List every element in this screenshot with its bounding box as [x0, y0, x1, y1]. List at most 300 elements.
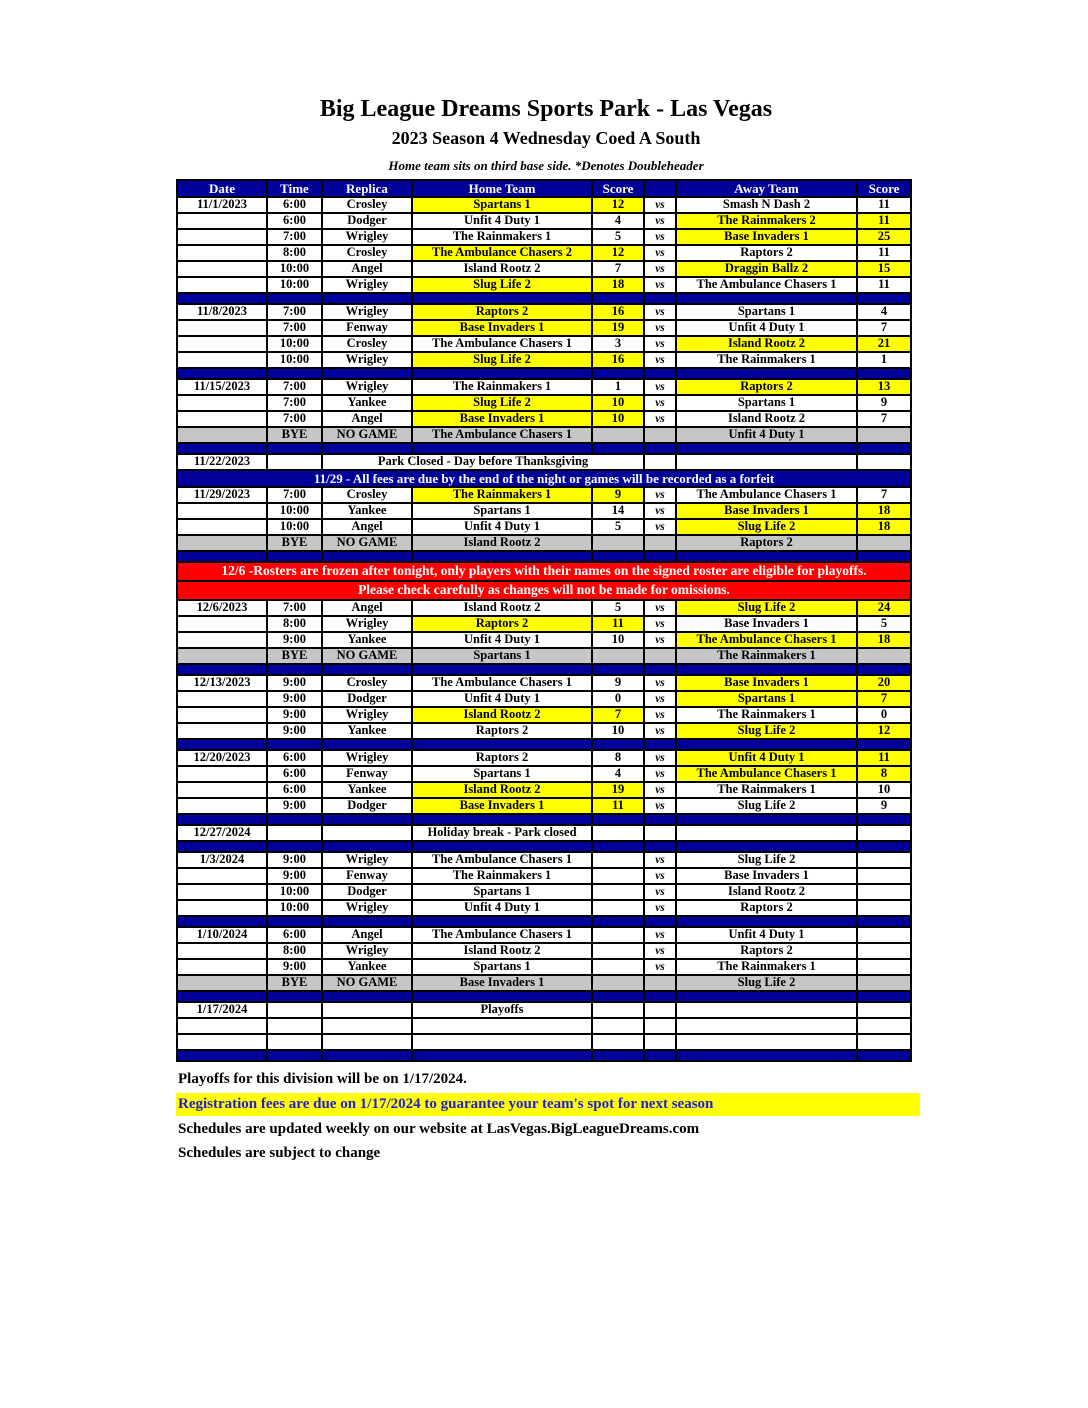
separator-cell [857, 293, 911, 304]
separator-cell [644, 739, 676, 750]
vs-label: vs [644, 352, 676, 368]
vs-label: vs [644, 213, 676, 229]
away-score-cell: 5 [857, 616, 911, 632]
separator-cell [592, 814, 644, 825]
vs-cell [644, 975, 676, 991]
home-score-cell: 0 [592, 691, 644, 707]
away-score-cell: 20 [857, 675, 911, 691]
time-cell [267, 454, 322, 470]
separator-cell [322, 814, 412, 825]
no-game-label: NO GAME [322, 648, 412, 664]
home-team-cell: Spartans 1 [412, 959, 592, 975]
home-score-cell [592, 927, 644, 943]
home-team-cell: The Rainmakers 1 [412, 868, 592, 884]
home-score-cell: 5 [592, 229, 644, 245]
home-score-cell: 16 [592, 352, 644, 368]
away-team-cell [676, 825, 857, 841]
game-row [177, 632, 911, 648]
separator-row [177, 443, 911, 454]
separator-cell [592, 664, 644, 675]
away-team-cell: Slug Life 2 [676, 723, 857, 739]
separator-row [177, 293, 911, 304]
home-team-cell: The Rainmakers 1 [412, 379, 592, 395]
game-row [177, 379, 911, 395]
vs-label: vs [644, 616, 676, 632]
table-header-row [177, 180, 911, 197]
away-score-cell: 12 [857, 723, 911, 739]
separator-cell [322, 739, 412, 750]
date-cell [177, 798, 267, 814]
footer-notes [176, 1069, 920, 1164]
empty-cell [592, 1018, 644, 1034]
vs-label: vs [644, 632, 676, 648]
time-cell: 9:00 [267, 675, 322, 691]
vs-label: vs [644, 320, 676, 336]
separator-cell [322, 293, 412, 304]
game-row [177, 798, 911, 814]
date-cell: 12/13/2023 [177, 675, 267, 691]
home-team-cell: The Ambulance Chasers 1 [412, 675, 592, 691]
separator-row [177, 991, 911, 1002]
time-cell: 7:00 [267, 320, 322, 336]
separator-cell [592, 739, 644, 750]
separator-cell [857, 1050, 911, 1061]
date-cell [177, 395, 267, 411]
event-row [177, 1002, 911, 1018]
time-cell: 9:00 [267, 632, 322, 648]
home-score-cell [592, 427, 644, 443]
game-row [177, 852, 911, 868]
date-cell [177, 519, 267, 535]
game-row [177, 245, 911, 261]
separator-cell [412, 814, 592, 825]
separator-cell [592, 1050, 644, 1061]
time-cell: 9:00 [267, 707, 322, 723]
bye-row [177, 535, 911, 551]
replica-cell: Yankee [322, 395, 412, 411]
home-score-cell: 10 [592, 395, 644, 411]
vs-label: vs [644, 900, 676, 916]
replica-cell: Dodger [322, 884, 412, 900]
empty-cell [644, 1034, 676, 1050]
home-team-cell: Spartans 1 [412, 766, 592, 782]
bye-row [177, 648, 911, 664]
separator-cell [267, 814, 322, 825]
separator-cell [676, 1050, 857, 1061]
bye-row [177, 427, 911, 443]
separator-cell [857, 443, 911, 454]
separator-cell [267, 293, 322, 304]
date-cell [177, 723, 267, 739]
date-cell: 1/17/2024 [177, 1002, 267, 1018]
replica-cell: Angel [322, 600, 412, 616]
game-row [177, 723, 911, 739]
separator-cell [644, 551, 676, 562]
vs-label: vs [644, 229, 676, 245]
header-away-team: Away Team [676, 180, 857, 197]
home-score-cell: 5 [592, 519, 644, 535]
vs-label: vs [644, 868, 676, 884]
home-score-cell: 4 [592, 766, 644, 782]
separator-cell [592, 916, 644, 927]
red-notice-text: Please check carefully as changes will not be made for omissions. [177, 581, 911, 600]
bye-label: BYE [267, 648, 322, 664]
home-score-cell: 8 [592, 750, 644, 766]
time-cell: 10:00 [267, 519, 322, 535]
time-cell: 8:00 [267, 616, 322, 632]
away-team-cell: Slug Life 2 [676, 798, 857, 814]
header-home-score: Score [592, 180, 644, 197]
away-score-cell [857, 535, 911, 551]
away-score-cell [857, 427, 911, 443]
separator-cell [644, 1050, 676, 1061]
separator-row [177, 841, 911, 852]
event-text-cell: Park Closed - Day before Thanksgiving [322, 454, 644, 470]
game-row [177, 519, 911, 535]
home-score-cell: 7 [592, 261, 644, 277]
replica-cell: Wrigley [322, 379, 412, 395]
time-cell [267, 1002, 322, 1018]
replica-cell: Yankee [322, 632, 412, 648]
away-score-cell: 15 [857, 261, 911, 277]
away-team-cell: Base Invaders 1 [676, 503, 857, 519]
home-score-cell: 9 [592, 487, 644, 503]
home-team-cell: Spartans 1 [412, 503, 592, 519]
notice-text: 11/29 - All fees are due by the end of the night or games will be recorded as a forfeit [177, 470, 911, 487]
separator-cell [676, 443, 857, 454]
replica-cell: Crosley [322, 675, 412, 691]
away-team-cell: Island Rootz 2 [676, 336, 857, 352]
home-team-cell: The Ambulance Chasers 1 [412, 927, 592, 943]
away-score-cell [857, 454, 911, 470]
replica-cell: Wrigley [322, 304, 412, 320]
away-score-cell: 11 [857, 245, 911, 261]
vs-label: vs [644, 277, 676, 293]
date-cell [177, 320, 267, 336]
home-score-cell: 10 [592, 632, 644, 648]
away-team-cell: Unfit 4 Duty 1 [676, 427, 857, 443]
away-team-cell: Spartans 1 [676, 395, 857, 411]
empty-row [177, 1034, 911, 1050]
date-cell: 11/15/2023 [177, 379, 267, 395]
away-team-cell: Unfit 4 Duty 1 [676, 750, 857, 766]
home-score-cell [592, 884, 644, 900]
home-score-cell [592, 868, 644, 884]
away-score-cell: 4 [857, 304, 911, 320]
replica-cell: Wrigley [322, 277, 412, 293]
home-team-cell: Slug Life 2 [412, 277, 592, 293]
date-cell [177, 229, 267, 245]
away-team-cell: The Rainmakers 2 [676, 213, 857, 229]
time-cell: 7:00 [267, 395, 322, 411]
vs-label: vs [644, 707, 676, 723]
empty-cell [267, 1018, 322, 1034]
time-cell: 10:00 [267, 352, 322, 368]
home-score-cell: 12 [592, 245, 644, 261]
time-cell: 10:00 [267, 900, 322, 916]
game-row [177, 395, 911, 411]
time-cell: 6:00 [267, 782, 322, 798]
date-cell: 12/27/2024 [177, 825, 267, 841]
separator-cell [857, 551, 911, 562]
date-cell [177, 352, 267, 368]
separator-cell [412, 841, 592, 852]
vs-cell [644, 454, 676, 470]
date-cell: 11/1/2023 [177, 197, 267, 213]
away-team-cell: The Rainmakers 1 [676, 352, 857, 368]
home-score-cell [592, 825, 644, 841]
vs-label: vs [644, 766, 676, 782]
time-cell: 10:00 [267, 261, 322, 277]
date-cell [177, 261, 267, 277]
game-row [177, 959, 911, 975]
home-score-cell [592, 852, 644, 868]
away-team-cell: Raptors 2 [676, 379, 857, 395]
home-score-cell: 11 [592, 616, 644, 632]
away-score-cell: 18 [857, 519, 911, 535]
game-row [177, 943, 911, 959]
home-score-cell [592, 943, 644, 959]
home-team-cell: The Rainmakers 1 [412, 229, 592, 245]
time-cell: 9:00 [267, 852, 322, 868]
replica-cell: Fenway [322, 320, 412, 336]
date-cell [177, 535, 267, 551]
separator-cell [177, 991, 267, 1002]
away-score-cell: 10 [857, 782, 911, 798]
away-score-cell: 9 [857, 798, 911, 814]
separator-cell [592, 551, 644, 562]
game-row [177, 352, 911, 368]
page-note: Home team sits on third base side. *Denotes Doubleheader [388, 158, 704, 173]
game-row [177, 304, 911, 320]
separator-cell [857, 916, 911, 927]
separator-cell [322, 841, 412, 852]
date-cell: 11/22/2023 [177, 454, 267, 470]
separator-cell [644, 916, 676, 927]
vs-label: vs [644, 782, 676, 798]
time-cell: 10:00 [267, 503, 322, 519]
footer-playoffs-note: Playoffs for this division will be on 1/17/2024. [178, 1071, 467, 1087]
home-score-cell: 7 [592, 707, 644, 723]
time-cell: 7:00 [267, 229, 322, 245]
replica-cell: Fenway [322, 868, 412, 884]
time-cell: 6:00 [267, 213, 322, 229]
away-team-cell: Slug Life 2 [676, 852, 857, 868]
separator-cell [676, 368, 857, 379]
replica-cell: Crosley [322, 487, 412, 503]
away-score-cell [857, 868, 911, 884]
separator-cell [322, 368, 412, 379]
home-score-cell: 19 [592, 782, 644, 798]
event-text-cell: Playoffs [412, 1002, 592, 1018]
time-cell: 10:00 [267, 277, 322, 293]
separator-row [177, 916, 911, 927]
replica-cell: Wrigley [322, 229, 412, 245]
away-team-cell: Base Invaders 1 [676, 229, 857, 245]
separator-cell [857, 368, 911, 379]
separator-row [177, 664, 911, 675]
separator-cell [177, 368, 267, 379]
away-team-cell: Spartans 1 [676, 691, 857, 707]
separator-row [177, 814, 911, 825]
replica-cell: Crosley [322, 197, 412, 213]
empty-cell [644, 1018, 676, 1034]
game-row [177, 675, 911, 691]
game-row [177, 261, 911, 277]
away-score-cell: 13 [857, 379, 911, 395]
home-team-cell: Island Rootz 2 [412, 707, 592, 723]
replica-cell: Dodger [322, 213, 412, 229]
replica-cell: Wrigley [322, 852, 412, 868]
separator-cell [676, 916, 857, 927]
away-score-cell: 18 [857, 632, 911, 648]
vs-label: vs [644, 675, 676, 691]
replica-cell: Angel [322, 927, 412, 943]
home-score-cell: 10 [592, 723, 644, 739]
vs-label: vs [644, 852, 676, 868]
separator-cell [857, 739, 911, 750]
no-game-label: NO GAME [322, 427, 412, 443]
away-team-cell: Base Invaders 1 [676, 616, 857, 632]
away-score-cell [857, 975, 911, 991]
home-score-cell: 1 [592, 379, 644, 395]
vs-label: vs [644, 927, 676, 943]
vs-label: vs [644, 884, 676, 900]
date-cell [177, 975, 267, 991]
vs-label: vs [644, 723, 676, 739]
vs-label: vs [644, 959, 676, 975]
separator-cell [267, 841, 322, 852]
vs-label: vs [644, 304, 676, 320]
separator-cell [412, 916, 592, 927]
time-cell: 9:00 [267, 868, 322, 884]
no-game-label: NO GAME [322, 975, 412, 991]
away-score-cell: 21 [857, 336, 911, 352]
replica-cell: Yankee [322, 782, 412, 798]
empty-cell [412, 1018, 592, 1034]
away-score-cell: 11 [857, 750, 911, 766]
header-time: Time [267, 180, 322, 197]
home-score-cell: 14 [592, 503, 644, 519]
time-cell: 7:00 [267, 411, 322, 427]
separator-cell [177, 916, 267, 927]
away-team-cell: Island Rootz 2 [676, 884, 857, 900]
replica-cell: Yankee [322, 959, 412, 975]
vs-label: vs [644, 336, 676, 352]
date-cell [177, 213, 267, 229]
away-score-cell: 11 [857, 277, 911, 293]
separator-cell [412, 443, 592, 454]
empty-row [177, 1018, 911, 1034]
date-cell [177, 900, 267, 916]
home-team-cell: Base Invaders 1 [412, 975, 592, 991]
away-team-cell: Unfit 4 Duty 1 [676, 927, 857, 943]
home-score-cell [592, 975, 644, 991]
away-team-cell: The Ambulance Chasers 1 [676, 632, 857, 648]
away-team-cell: Island Rootz 2 [676, 411, 857, 427]
vs-cell [644, 1002, 676, 1018]
home-team-cell: Raptors 2 [412, 723, 592, 739]
game-row [177, 900, 911, 916]
separator-cell [177, 814, 267, 825]
separator-cell [267, 991, 322, 1002]
replica-cell: Angel [322, 519, 412, 535]
time-cell: 6:00 [267, 750, 322, 766]
home-score-cell: 4 [592, 213, 644, 229]
game-row [177, 503, 911, 519]
separator-cell [412, 991, 592, 1002]
game-row [177, 487, 911, 503]
bye-label: BYE [267, 427, 322, 443]
replica-cell: Angel [322, 261, 412, 277]
replica-cell: Wrigley [322, 707, 412, 723]
vs-label: vs [644, 750, 676, 766]
home-team-cell: Base Invaders 1 [412, 798, 592, 814]
separator-cell [644, 841, 676, 852]
event-text-cell: Holiday break - Park closed [412, 825, 592, 841]
game-row [177, 213, 911, 229]
away-team-cell: Slug Life 2 [676, 975, 857, 991]
home-team-cell: Raptors 2 [412, 304, 592, 320]
away-team-cell: Raptors 2 [676, 245, 857, 261]
empty-cell [676, 1034, 857, 1050]
date-cell [177, 411, 267, 427]
header-away-score: Score [857, 180, 911, 197]
away-score-cell: 7 [857, 487, 911, 503]
time-cell: 10:00 [267, 884, 322, 900]
separator-cell [592, 841, 644, 852]
header-date: Date [177, 180, 267, 197]
date-cell [177, 616, 267, 632]
header-home-team: Home Team [412, 180, 592, 197]
separator-cell [676, 293, 857, 304]
home-team-cell: Island Rootz 2 [412, 600, 592, 616]
game-row [177, 229, 911, 245]
red-notice-row [177, 562, 911, 581]
time-cell: 9:00 [267, 723, 322, 739]
home-team-cell: The Ambulance Chasers 2 [412, 245, 592, 261]
vs-cell [644, 648, 676, 664]
empty-cell [322, 1034, 412, 1050]
home-team-cell: Spartans 1 [412, 648, 592, 664]
time-cell: 8:00 [267, 943, 322, 959]
separator-cell [267, 664, 322, 675]
date-cell [177, 868, 267, 884]
away-team-cell: The Rainmakers 1 [676, 959, 857, 975]
home-score-cell: 19 [592, 320, 644, 336]
home-team-cell: The Ambulance Chasers 1 [412, 852, 592, 868]
footer-change-note: Schedules are subject to change [178, 1145, 381, 1161]
away-score-cell: 8 [857, 766, 911, 782]
game-row [177, 884, 911, 900]
vs-label: vs [644, 487, 676, 503]
separator-cell [177, 664, 267, 675]
home-team-cell: Base Invaders 1 [412, 411, 592, 427]
time-cell [267, 825, 322, 841]
away-team-cell: Raptors 2 [676, 943, 857, 959]
game-row [177, 197, 911, 213]
replica-cell: Yankee [322, 503, 412, 519]
home-team-cell: Slug Life 2 [412, 395, 592, 411]
date-cell [177, 884, 267, 900]
game-row [177, 707, 911, 723]
game-row [177, 691, 911, 707]
game-row [177, 766, 911, 782]
game-row [177, 616, 911, 632]
vs-label: vs [644, 600, 676, 616]
home-team-cell: Island Rootz 2 [412, 782, 592, 798]
date-cell [177, 707, 267, 723]
